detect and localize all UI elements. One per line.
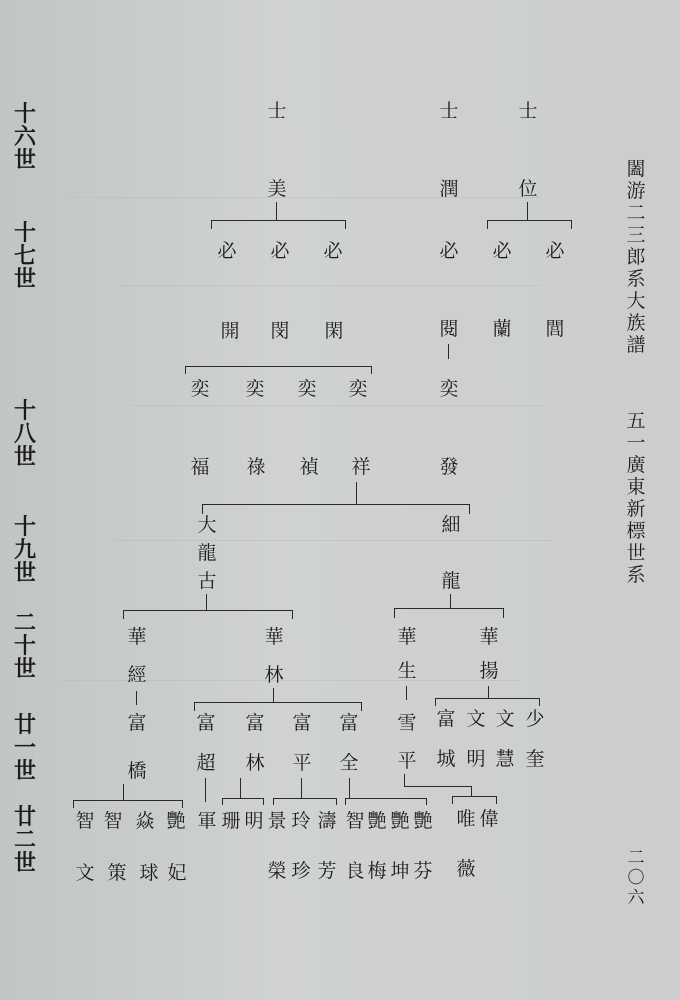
tree-connector bbox=[205, 778, 206, 802]
tree-name: 城 bbox=[436, 748, 456, 770]
tree-name: 策 bbox=[107, 862, 127, 884]
tree-connector bbox=[211, 220, 212, 229]
tree-connector bbox=[182, 800, 183, 808]
chapter-title: 五 一 廣 東 新 標 世 系 bbox=[626, 410, 646, 586]
tree-name: 平 bbox=[292, 752, 312, 774]
tree-connector bbox=[452, 796, 497, 797]
tree-connector bbox=[356, 482, 357, 504]
tree-name: 奕 bbox=[245, 378, 265, 400]
tree-name: 芳 bbox=[317, 860, 337, 882]
tree-connector bbox=[435, 698, 540, 699]
tree-name: 龍 bbox=[441, 570, 461, 592]
tree-name: 玲 bbox=[291, 810, 311, 832]
tree-name: 梅 bbox=[367, 860, 387, 882]
tree-connector bbox=[496, 796, 497, 804]
tree-connector bbox=[123, 610, 124, 619]
tree-name: 球 bbox=[139, 862, 159, 884]
tree-name: 揚 bbox=[479, 660, 499, 682]
generation-label: 十 六 世 bbox=[13, 101, 36, 173]
tree-connector bbox=[73, 800, 74, 808]
tree-name: 經 bbox=[127, 664, 147, 686]
tree-name: 珍 bbox=[291, 860, 311, 882]
tree-name: 榮 bbox=[267, 860, 287, 882]
tree-name: 艷 bbox=[367, 810, 387, 832]
bleed-through-line bbox=[70, 197, 540, 198]
bleed-through-line bbox=[115, 540, 555, 541]
tree-connector bbox=[452, 796, 453, 804]
tree-name: 平 bbox=[397, 750, 417, 772]
tree-connector bbox=[123, 610, 293, 611]
tree-connector bbox=[345, 220, 346, 229]
tree-connector bbox=[404, 786, 472, 787]
tree-name: 艷 bbox=[413, 810, 433, 832]
tree-connector bbox=[273, 688, 274, 702]
tree-connector bbox=[469, 504, 470, 514]
tree-name: 奎 bbox=[525, 748, 545, 770]
tree-name: 福 bbox=[190, 456, 210, 478]
tree-name: 閭 bbox=[545, 318, 565, 340]
generation-label: 十 九 世 bbox=[13, 514, 36, 586]
tree-name: 華 bbox=[264, 626, 284, 648]
tree-name: 生 bbox=[397, 660, 417, 682]
tree-connector bbox=[394, 608, 395, 618]
tree-name: 蘭 bbox=[492, 318, 512, 340]
tree-connector bbox=[435, 698, 436, 706]
tree-connector bbox=[345, 798, 346, 805]
tree-connector bbox=[263, 798, 264, 805]
generation-label: 廿 二 世 bbox=[13, 804, 36, 876]
tree-name: 林 bbox=[245, 752, 265, 774]
tree-connector bbox=[406, 686, 407, 700]
tree-name: 必 bbox=[439, 240, 459, 262]
tree-name: 智 bbox=[345, 810, 365, 832]
tree-name: 開 bbox=[220, 320, 240, 342]
tree-connector bbox=[487, 220, 488, 229]
tree-name: 智 bbox=[75, 810, 95, 832]
tree-name: 細 bbox=[441, 514, 461, 536]
tree-connector bbox=[487, 220, 572, 221]
tree-connector bbox=[194, 702, 195, 711]
tree-name: 美 bbox=[267, 178, 287, 200]
tree-name: 祥 bbox=[351, 456, 371, 478]
tree-name: 祿 bbox=[246, 456, 266, 478]
tree-name: 慧 bbox=[495, 748, 515, 770]
tree-connector bbox=[448, 344, 449, 359]
tree-name: 閱 bbox=[439, 318, 459, 340]
tree-name: 富 bbox=[292, 712, 312, 734]
tree-name: 潤 bbox=[439, 178, 459, 200]
tree-name: 全 bbox=[339, 752, 359, 774]
tree-name: 唯 bbox=[456, 808, 476, 830]
tree-name: 奕 bbox=[348, 378, 368, 400]
tree-name: 焱 bbox=[135, 810, 155, 832]
tree-connector bbox=[503, 608, 504, 618]
tree-name: 良 bbox=[345, 860, 365, 882]
tree-name: 軍 bbox=[197, 810, 217, 832]
tree-name: 奕 bbox=[190, 378, 210, 400]
generation-label: 廿 一 世 bbox=[13, 712, 36, 784]
tree-connector bbox=[185, 366, 186, 374]
tree-name: 閑 bbox=[324, 320, 344, 342]
tree-name: 大 bbox=[197, 514, 217, 536]
tree-name: 位 bbox=[518, 178, 538, 200]
tree-name: 必 bbox=[492, 240, 512, 262]
tree-connector bbox=[202, 504, 470, 505]
tree-name: 智 bbox=[103, 810, 123, 832]
tree-connector bbox=[345, 798, 427, 799]
tree-connector bbox=[349, 778, 350, 798]
tree-name: 景 bbox=[267, 810, 287, 832]
tree-name: 妃 bbox=[167, 862, 187, 884]
tree-connector bbox=[539, 698, 540, 706]
tree-name: 必 bbox=[270, 240, 290, 262]
tree-name: 富 bbox=[245, 712, 265, 734]
tree-name: 龍 bbox=[197, 542, 217, 564]
tree-name: 奕 bbox=[297, 378, 317, 400]
tree-connector bbox=[136, 691, 137, 705]
tree-name: 薇 bbox=[456, 858, 476, 880]
tree-name: 超 bbox=[196, 752, 216, 774]
tree-name: 富 bbox=[436, 708, 456, 730]
tree-connector bbox=[527, 202, 528, 220]
tree-connector bbox=[202, 504, 203, 514]
tree-name: 雪 bbox=[397, 712, 417, 734]
bleed-through-line bbox=[130, 405, 545, 406]
tree-connector bbox=[185, 366, 372, 367]
tree-name: 富 bbox=[339, 712, 359, 734]
tree-connector bbox=[194, 702, 362, 703]
tree-name: 富 bbox=[196, 712, 216, 734]
tree-name: 文 bbox=[495, 708, 515, 730]
tree-name: 橋 bbox=[127, 760, 147, 782]
tree-connector bbox=[222, 798, 264, 799]
tree-name: 芬 bbox=[413, 860, 433, 882]
tree-connector bbox=[206, 594, 207, 610]
tree-name: 禎 bbox=[299, 456, 319, 478]
tree-name: 士 bbox=[518, 100, 538, 122]
tree-name: 明 bbox=[244, 810, 264, 832]
tree-connector bbox=[361, 702, 362, 711]
tree-connector bbox=[371, 366, 372, 374]
page-number: 二 〇 六 bbox=[627, 848, 645, 908]
tree-name: 珊 bbox=[221, 810, 241, 832]
tree-name: 富 bbox=[127, 712, 147, 734]
tree-name: 坤 bbox=[390, 860, 410, 882]
tree-connector bbox=[292, 610, 293, 619]
tree-connector bbox=[273, 798, 337, 799]
tree-connector bbox=[450, 594, 451, 608]
tree-name: 華 bbox=[479, 626, 499, 648]
bleed-through-line bbox=[120, 285, 540, 286]
tree-connector bbox=[426, 798, 427, 805]
tree-name: 偉 bbox=[479, 808, 499, 830]
tree-name: 士 bbox=[267, 100, 287, 122]
tree-name: 文 bbox=[75, 862, 95, 884]
tree-name: 發 bbox=[439, 456, 459, 478]
tree-connector bbox=[240, 778, 241, 798]
tree-connector bbox=[571, 220, 572, 229]
tree-connector bbox=[73, 800, 183, 801]
tree-name: 奕 bbox=[439, 378, 459, 400]
tree-connector bbox=[336, 798, 337, 805]
tree-name: 華 bbox=[127, 626, 147, 648]
tree-name: 少 bbox=[525, 708, 545, 730]
tree-connector bbox=[488, 686, 489, 698]
tree-name: 必 bbox=[323, 240, 343, 262]
book-title: 闔 游 二 三 郎 系 大 族 譜 bbox=[626, 158, 646, 356]
generation-label: 十 七 世 bbox=[13, 220, 36, 292]
tree-name: 必 bbox=[217, 240, 237, 262]
tree-name: 艷 bbox=[390, 810, 410, 832]
tree-connector bbox=[222, 798, 223, 805]
tree-name: 士 bbox=[439, 100, 459, 122]
tree-name: 濤 bbox=[317, 810, 337, 832]
tree-connector bbox=[471, 786, 472, 796]
tree-name: 古 bbox=[197, 570, 217, 592]
tree-name: 艷 bbox=[166, 810, 186, 832]
tree-name: 文 bbox=[466, 708, 486, 730]
generation-label: 十 八 世 bbox=[13, 398, 36, 470]
tree-connector bbox=[123, 784, 124, 800]
tree-connector bbox=[211, 220, 346, 221]
tree-connector bbox=[404, 774, 405, 786]
tree-name: 華 bbox=[397, 626, 417, 648]
tree-name: 必 bbox=[545, 240, 565, 262]
tree-name: 林 bbox=[264, 664, 284, 686]
tree-name: 閔 bbox=[270, 320, 290, 342]
tree-connector bbox=[276, 202, 277, 220]
tree-connector bbox=[394, 608, 504, 609]
tree-name: 明 bbox=[466, 748, 486, 770]
tree-connector bbox=[301, 778, 302, 798]
generation-label: 二 十 世 bbox=[13, 610, 36, 682]
tree-connector bbox=[273, 798, 274, 805]
